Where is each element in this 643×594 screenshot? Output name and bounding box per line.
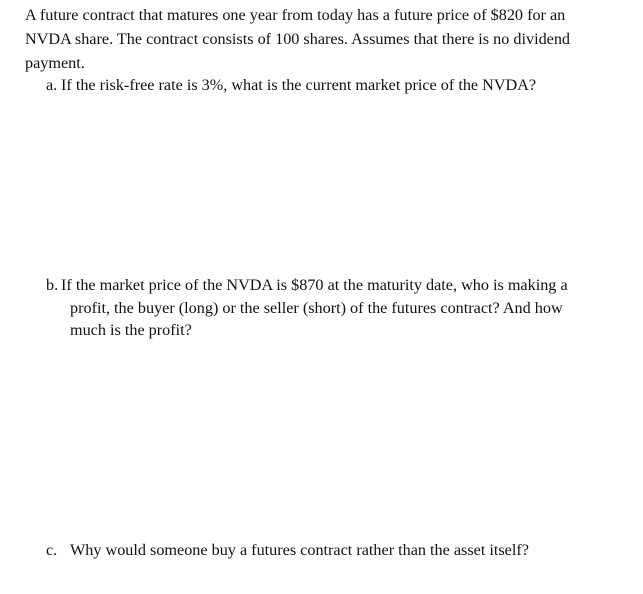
question-a-marker: a. <box>46 76 58 94</box>
intro-line-2: NVDA share. The contract consists of 100 shares. Assumes that there is no dividend <box>25 30 571 48</box>
question-b-marker: b. <box>46 276 59 294</box>
question-b-text-line-3: much is the profit? <box>70 321 192 339</box>
question-b-text-line-1: If the market price of the NVDA is $870 at the maturity date, who is making a <box>61 276 568 294</box>
question-c-marker: c. <box>46 541 58 559</box>
question-b-text-line-2: profit, the buyer (long) or the seller (short) of the futures contract? And how <box>70 299 563 317</box>
question-c-text-line-1: Why would someone buy a futures contract rather than the asset itself? <box>70 541 529 559</box>
intro-line-1: A future contract that matures one year from today has a future price of $820 for an <box>25 6 566 24</box>
intro-line-3: payment. <box>25 54 85 72</box>
question-a-text-line-1: If the risk-free rate is 3%, what is the current market price of the NVDA? <box>61 76 537 94</box>
